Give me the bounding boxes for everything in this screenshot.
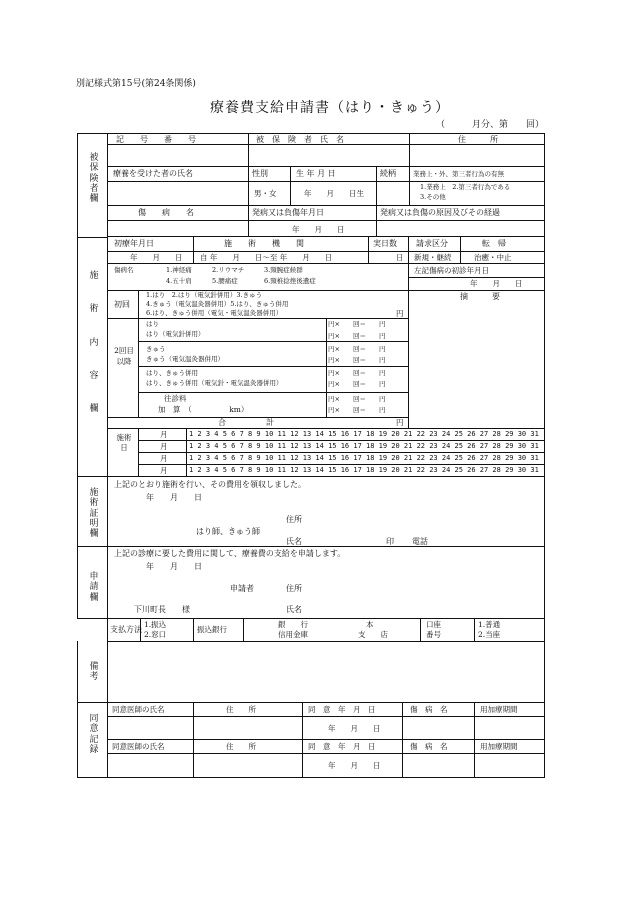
h-address: 住 所 bbox=[458, 135, 498, 144]
practitioner-role: はり師、きゅう師 bbox=[196, 527, 260, 536]
initial-line3[interactable]: 6.はり、きゅう併用（電気・電気温灸器併用） bbox=[146, 309, 283, 317]
calc-8[interactable]: 円× 回＝ 円 bbox=[328, 406, 386, 414]
h-cause-type: 業務上・外、第三者行為の有無 bbox=[413, 170, 504, 178]
visit-fee: 往診料 bbox=[164, 394, 187, 403]
account-type-1[interactable]: 1.普通 bbox=[478, 620, 501, 629]
payment-opt-counter[interactable]: 2.窓口 bbox=[144, 630, 167, 639]
practitioner-date[interactable]: 年 月 日 bbox=[146, 493, 202, 502]
treatment-period[interactable]: 自 年 月 日〜至 年 月 日 bbox=[200, 253, 333, 262]
credit-union-field[interactable]: 信用金庫 bbox=[278, 630, 308, 639]
month-4[interactable]: 月 bbox=[160, 466, 168, 475]
cause-option-2[interactable]: 3.その他 bbox=[420, 193, 446, 201]
calc-5[interactable]: 円× 回＝ 円 bbox=[328, 369, 386, 377]
month-1[interactable]: 月 bbox=[160, 430, 168, 439]
consent-period-2: 用加療期間 bbox=[480, 742, 518, 751]
calc-4[interactable]: 円× 回＝ 円 bbox=[328, 356, 386, 364]
total-yen: 円 bbox=[396, 418, 404, 427]
h-birth: 生 年 月 日 bbox=[296, 169, 336, 178]
consent-date-2[interactable]: 年 月 日 bbox=[328, 761, 381, 770]
payment-label: 支払方法 bbox=[110, 625, 142, 634]
disease-6[interactable]: 6.頸椎捻挫後遺症 bbox=[264, 277, 316, 285]
consent-period-1: 用加療期間 bbox=[480, 705, 518, 714]
day-row-4[interactable]: 1 2 3 4 5 6 7 8 9 10 11 12 13 14 15 16 17 18 19 20 21 22 23 24 25 26 27 28 29 30 31 bbox=[189, 466, 539, 474]
category-options[interactable]: 新規・継続 bbox=[414, 253, 452, 262]
outcome-options[interactable]: 治癒・中止 bbox=[474, 253, 512, 262]
second-label: 2回目以降 bbox=[114, 346, 134, 366]
number-label: 番号 bbox=[426, 630, 441, 639]
month-2[interactable]: 月 bbox=[160, 442, 168, 451]
total-label: 合 計 bbox=[218, 418, 274, 427]
day-row-2[interactable]: 1 2 3 4 5 6 7 8 9 10 11 12 13 14 15 16 17 18 19 20 21 22 23 24 25 26 27 28 29 30 31 bbox=[189, 442, 539, 450]
disease-1[interactable]: 1.神経痛 bbox=[166, 266, 192, 274]
consent-doctor-2: 同意医師の氏名 bbox=[112, 742, 165, 751]
disease-label: 傷病名 bbox=[114, 266, 134, 274]
account-type-2[interactable]: 2.当座 bbox=[478, 630, 501, 639]
head-office[interactable]: 本 bbox=[366, 620, 374, 629]
practitioner-side-label: 施術証明欄 bbox=[89, 488, 99, 540]
consent-date-h-2: 同 意 年 月 日 bbox=[308, 742, 376, 751]
page-title: 療養費支給申請書（はり・きゅう） bbox=[210, 100, 450, 116]
item-3[interactable]: きゅう bbox=[146, 345, 166, 353]
h-cause: 発病又は負傷の原因及びその経過 bbox=[380, 208, 500, 217]
practitioner-phone[interactable]: 電話 bbox=[412, 537, 428, 546]
month-3[interactable]: 月 bbox=[160, 454, 168, 463]
onset-date[interactable]: 年 月 日 bbox=[292, 225, 345, 234]
item-1[interactable]: はり bbox=[146, 320, 159, 328]
h-category: 請求区分 bbox=[416, 239, 448, 248]
remarks-side-label: 備考 bbox=[89, 662, 99, 683]
disease-5[interactable]: 5.腰痛症 bbox=[212, 277, 238, 285]
remarks-field[interactable] bbox=[108, 642, 542, 700]
treat-days-label: 施術日 bbox=[116, 433, 132, 452]
consent-address-1: 住 所 bbox=[226, 705, 256, 714]
bank-label: 振込銀行 bbox=[197, 625, 227, 634]
bank-field[interactable]: 銀 行 bbox=[278, 620, 308, 629]
consent-disease-1: 傷 病 名 bbox=[410, 705, 448, 714]
branch-field[interactable]: 支 店 bbox=[358, 630, 388, 639]
sex-options[interactable]: 男・女 bbox=[254, 189, 277, 198]
disease-2[interactable]: 2.リウマチ bbox=[212, 266, 245, 274]
item-4[interactable]: きゅう（電気温灸器併用） bbox=[146, 355, 224, 363]
first-date[interactable]: 年 月 日 bbox=[130, 253, 183, 262]
addressee: 下川町長 様 bbox=[134, 605, 190, 614]
h-outcome: 転 帰 bbox=[482, 239, 506, 248]
disease-4[interactable]: 4.五十肩 bbox=[166, 277, 192, 285]
treatment-side-label: 施術内容欄 bbox=[89, 271, 99, 415]
applicant-name[interactable]: 氏名 bbox=[286, 605, 302, 614]
calc-2[interactable]: 円× 回＝ 円 bbox=[328, 332, 386, 340]
consent-doctor-1: 同意医師の氏名 bbox=[112, 705, 165, 714]
calc-6[interactable]: 円× 回＝ 円 bbox=[328, 380, 386, 388]
consent-address-2: 住 所 bbox=[226, 742, 256, 751]
disease-3[interactable]: 3.頸腕症候群 bbox=[264, 266, 303, 274]
h-org: 施 術 機 関 bbox=[224, 239, 304, 248]
consent-side-label: 同意記録 bbox=[89, 714, 99, 756]
initial-line2[interactable]: 4.きゅう（電気温灸器併用）5.はり、きゅう併用 bbox=[146, 300, 289, 308]
item-5[interactable]: はり、きゅう併用 bbox=[146, 369, 198, 377]
initial-label: 初回 bbox=[114, 300, 130, 309]
item-2[interactable]: はり（電気針併用） bbox=[146, 330, 205, 338]
h-relation: 続柄 bbox=[380, 169, 396, 178]
h-days: 実日数 bbox=[373, 239, 397, 248]
h-patient: 療養を受けた者の氏名 bbox=[113, 169, 193, 178]
applicant-statement: 上記の診療に要した費用に関して、療養費の支給を申請します。 bbox=[114, 549, 346, 558]
h-disease: 傷 病 名 bbox=[138, 208, 194, 217]
calc-7[interactable]: 円× 回＝ 円 bbox=[328, 395, 386, 403]
consent-disease-2: 傷 病 名 bbox=[410, 742, 448, 751]
consent-date-h-1: 同 意 年 月 日 bbox=[308, 705, 376, 714]
right-date[interactable]: 年 月 日 bbox=[470, 279, 523, 288]
applicant-date[interactable]: 年 月 日 bbox=[146, 562, 202, 571]
practitioner-statement: 上記のとおり施術を行い、その費用を領収しました。 bbox=[114, 480, 306, 489]
summary-label: 摘 要 bbox=[460, 292, 500, 301]
consent-date-1[interactable]: 年 月 日 bbox=[328, 724, 381, 733]
calc-3[interactable]: 円× 回＝ 円 bbox=[328, 345, 386, 353]
h-first-date: 初療年月日 bbox=[114, 239, 154, 248]
day-row-3[interactable]: 1 2 3 4 5 6 7 8 9 10 11 12 13 14 15 16 17 18 19 20 21 22 23 24 25 26 27 28 29 30 31 bbox=[189, 454, 539, 462]
applicant-side-label: 申請欄 bbox=[89, 572, 99, 603]
days-unit: 日 bbox=[396, 253, 404, 262]
addition[interactable]: 加 算 （ km） bbox=[158, 405, 249, 414]
account-label: 口座 bbox=[426, 620, 441, 629]
h-insured-name: 被 保 険 者 氏 名 bbox=[256, 135, 344, 144]
payment-opt-transfer[interactable]: 1.振込 bbox=[144, 620, 167, 629]
calc-1[interactable]: 円× 回＝ 円 bbox=[328, 320, 386, 328]
period-field[interactable]: （ 月分、第 回） bbox=[436, 120, 545, 130]
day-row-1[interactable]: 1 2 3 4 5 6 7 8 9 10 11 12 13 14 15 16 17 18 19 20 21 22 23 24 25 26 27 28 29 30 31 bbox=[189, 430, 539, 438]
birth-date[interactable]: 年 月 日生 bbox=[304, 189, 364, 198]
h-sex: 性別 bbox=[252, 169, 268, 178]
cause-option-1[interactable]: 1.業務上 2.第三者行為である bbox=[420, 183, 511, 191]
h-onset: 発病又は負傷年月日 bbox=[252, 208, 324, 217]
initial-line1[interactable]: 1.はり 2.はり（電気針併用）3.きゅう bbox=[146, 291, 263, 299]
form-id: 別記様式第15号(第24条関係) bbox=[76, 79, 196, 89]
insured-side-label: 被保険者欄 bbox=[89, 153, 99, 205]
item-6[interactable]: はり、きゅう併用（電気針・電気温灸器併用） bbox=[146, 379, 283, 387]
right-h1: 左記傷病の初診年月日 bbox=[414, 266, 489, 275]
practitioner-address[interactable]: 住所 bbox=[286, 515, 302, 524]
initial-yen: 円 bbox=[396, 309, 404, 318]
h-number: 記 号 番 号 bbox=[116, 135, 196, 144]
applicant-label: 申請者 bbox=[230, 584, 254, 593]
practitioner-name[interactable]: 氏名 bbox=[286, 537, 302, 546]
applicant-address[interactable]: 住所 bbox=[286, 584, 302, 593]
practitioner-seal: 印 bbox=[386, 537, 394, 546]
